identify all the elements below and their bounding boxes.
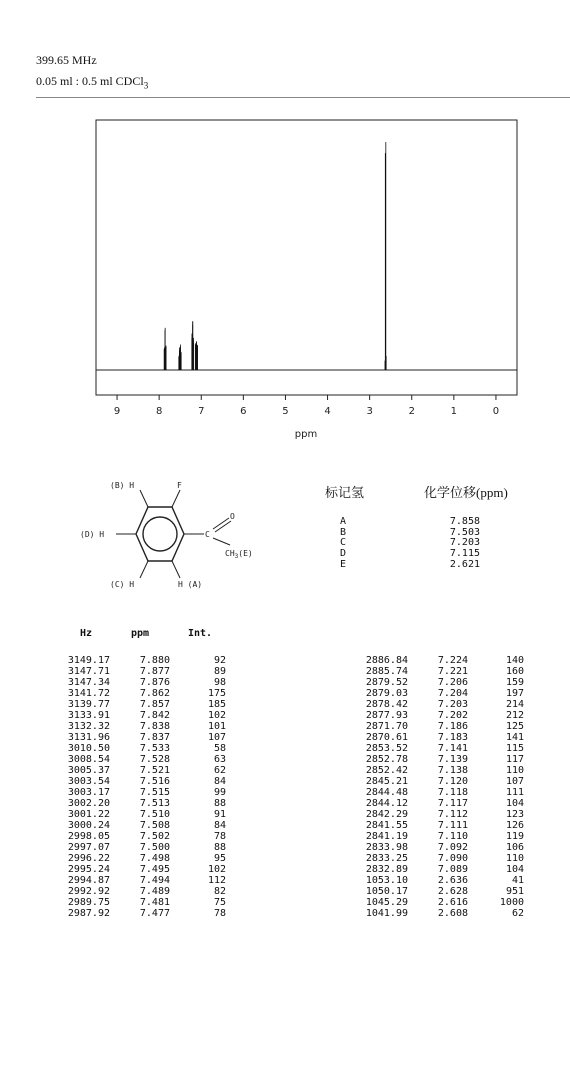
peak-intensity: 185 [207, 699, 226, 710]
x-tick-label: 6 [240, 406, 247, 417]
peak-ppm: 7.111 [437, 820, 468, 831]
label-methyl-main: CH [225, 549, 235, 558]
peak-hz: 2832.89 [365, 864, 408, 875]
peak-intensity: 63 [213, 754, 226, 765]
peak-ppm: 7.516 [139, 776, 170, 787]
assignment-list [340, 517, 480, 570]
assignment-header-label: 标记氢 [325, 485, 365, 500]
peak-intensity: 112 [207, 875, 226, 886]
x-tick-label: 9 [113, 406, 121, 417]
peak-intensity: 212 [505, 710, 524, 721]
peak-row [62, 831, 226, 842]
peak-row [354, 655, 524, 666]
peak-intensity: 107 [505, 776, 524, 787]
peak-ppm: 7.221 [437, 666, 468, 677]
peak-intensity: 91 [213, 809, 226, 820]
peak-intensity: 104 [505, 798, 524, 809]
peak-row [354, 842, 524, 853]
assignment-shift: 7.115 [449, 548, 480, 560]
peak-row [62, 732, 226, 743]
peak-ppm: 7.498 [139, 853, 170, 864]
peak-intensity: 160 [505, 666, 524, 677]
peak-hz: 1045.29 [365, 897, 408, 908]
peak-row [62, 677, 226, 688]
peak-hz: 2833.98 [365, 842, 408, 853]
x-axis-label: ppm [294, 429, 318, 440]
peak-intensity: 84 [213, 820, 226, 831]
peak-hz: 1053.10 [365, 875, 408, 886]
peak-ppm: 7.186 [437, 721, 468, 732]
peak-ppm: 7.489 [139, 886, 170, 897]
peak-hz: 3133.91 [67, 710, 110, 721]
peak-intensity: 1000 [499, 897, 524, 908]
label-hb: (B) H [110, 481, 135, 490]
x-tick-label: 8 [155, 406, 163, 417]
peak-row [62, 655, 226, 666]
x-tick-label: 4 [324, 406, 331, 417]
peak-intensity: 78 [213, 908, 226, 919]
peak-row [354, 908, 524, 919]
label-methyl-sub: 3 [234, 553, 239, 560]
peak-ppm: 7.513 [139, 798, 170, 809]
sample-label-main: 0.05 ml : 0.5 ml CDCl [36, 74, 144, 88]
peak-row [62, 886, 226, 897]
plot-frame [96, 120, 517, 395]
peak-intensity: 119 [505, 831, 524, 842]
peak-hz: 2841.19 [365, 831, 408, 842]
assignment-label: A [340, 516, 347, 527]
peak-row [354, 754, 524, 765]
label-methyl [225, 549, 253, 560]
peak-ppm: 2.628 [437, 886, 468, 897]
peak-ppm: 7.202 [437, 710, 468, 721]
peak-intensity: 110 [505, 765, 524, 776]
peak-hz: 2997.07 [67, 842, 110, 853]
peak-row [354, 743, 524, 754]
peak-hz: 2995.24 [67, 864, 110, 875]
peak-ppm: 7.862 [139, 688, 170, 699]
peak-row [62, 842, 226, 853]
peak-intensity: 89 [213, 666, 226, 677]
peak-hz: 3139.77 [67, 699, 110, 710]
peak-row [354, 666, 524, 677]
peak-intensity: 78 [213, 831, 226, 842]
peak-hz: 2992.92 [67, 886, 110, 897]
aromatic-circle [143, 517, 177, 551]
peak-intensity: 101 [207, 721, 226, 732]
peak-hz: 2877.93 [365, 710, 408, 721]
peak-row [62, 688, 226, 699]
peak-row [62, 875, 226, 886]
peak-hz: 1050.17 [365, 886, 408, 897]
peak-hz: 3003.17 [67, 787, 110, 798]
peak-ppm: 7.138 [437, 765, 468, 776]
bond-hc [140, 561, 148, 578]
peak-intensity: 110 [505, 853, 524, 864]
peak-ppm: 7.481 [139, 897, 170, 908]
bond-hb [140, 490, 148, 507]
peak-hz: 2842.29 [365, 809, 408, 820]
peak-hz: 2852.42 [365, 765, 408, 776]
peak-ppm: 7.877 [139, 666, 170, 677]
peak-row [354, 765, 524, 776]
peak-ppm: 7.183 [437, 732, 468, 743]
peak-header-int: Int. [188, 628, 213, 639]
molecule-structure [80, 475, 300, 595]
peak-hz: 2852.78 [365, 754, 408, 765]
peak-ppm: 7.837 [139, 732, 170, 743]
peak-row [62, 787, 226, 798]
peak-row [354, 886, 524, 897]
peak-hz: 2879.03 [365, 688, 408, 699]
peak-ppm: 7.204 [437, 688, 468, 699]
peak-ppm: 7.495 [139, 864, 170, 875]
peak-intensity: 175 [207, 688, 226, 699]
peak-intensity: 115 [505, 743, 524, 754]
peak-ppm: 7.089 [437, 864, 468, 875]
peak-hz: 2987.92 [67, 908, 110, 919]
peak-row [62, 710, 226, 721]
peak-hz: 3010.50 [67, 743, 110, 754]
peak-ppm: 7.500 [139, 842, 170, 853]
peak-row [354, 809, 524, 820]
peak-intensity: 98 [213, 677, 226, 688]
peak-header-ppm: ppm [131, 628, 150, 639]
peak-hz: 3149.17 [67, 655, 110, 666]
peak-row [354, 864, 524, 875]
peak-row [62, 743, 226, 754]
peak-ppm: 7.206 [437, 677, 468, 688]
peak-intensity: 197 [505, 688, 524, 699]
peak-hz: 3008.54 [67, 754, 110, 765]
peak-row [62, 721, 226, 732]
peak-row [62, 765, 226, 776]
peak-intensity: 111 [505, 787, 524, 798]
peak-header-hz: Hz [80, 628, 93, 639]
peak-intensity: 62 [511, 908, 524, 919]
peak-intensity: 102 [207, 864, 226, 875]
peak-intensity: 99 [213, 787, 226, 798]
peak-table-left [62, 655, 226, 919]
peak-row [62, 776, 226, 787]
peak-row [62, 820, 226, 831]
peak-hz: 3132.32 [67, 721, 110, 732]
peak-intensity: 214 [505, 699, 524, 710]
label-hd: (D) H [80, 530, 105, 539]
peak-ppm: 7.092 [437, 842, 468, 853]
peak-ppm: 7.477 [139, 908, 170, 919]
x-tick-label: 1 [450, 406, 458, 417]
assignment-shift: 7.858 [449, 516, 480, 527]
x-tick-label: 5 [282, 406, 289, 417]
peak-intensity: 140 [505, 655, 524, 666]
assignment-row [340, 560, 480, 571]
assignment-header-shift: 化学位移(ppm) [424, 485, 508, 500]
peak-row [354, 677, 524, 688]
peak-ppm: 7.112 [437, 809, 468, 820]
peak-intensity: 102 [207, 710, 226, 721]
peak-intensity: 88 [213, 842, 226, 853]
peak-ppm: 7.842 [139, 710, 170, 721]
peak-hz: 2841.55 [365, 820, 408, 831]
peak-row [354, 732, 524, 743]
peak-table-right [354, 655, 524, 919]
peak-ppm: 7.141 [437, 743, 468, 754]
peak-row [354, 776, 524, 787]
label-methyl-tag: (E) [238, 549, 253, 558]
peak-intensity: 58 [213, 743, 226, 754]
assignment-shift: 7.503 [449, 526, 480, 538]
peak-hz: 2844.48 [365, 787, 408, 798]
peak-row [354, 721, 524, 732]
peak-row [354, 820, 524, 831]
label-ha: H (A) [178, 580, 203, 589]
peak-ppm: 2.616 [437, 897, 468, 908]
x-tick-label: 7 [198, 406, 205, 417]
peak-hz: 2879.52 [365, 677, 408, 688]
peak-hz: 3003.54 [67, 776, 110, 787]
label-oxygen: O [230, 512, 235, 521]
peak-row [354, 798, 524, 809]
peak-ppm: 7.502 [139, 831, 170, 842]
peak-hz: 3000.24 [67, 820, 110, 831]
peak-ppm: 7.118 [437, 787, 468, 798]
peak-ppm: 7.876 [139, 677, 170, 688]
peak-row [62, 864, 226, 875]
x-tick-label: 3 [366, 406, 373, 417]
peak-hz: 2853.52 [365, 743, 408, 754]
peak-ppm: 7.139 [437, 754, 468, 765]
nmr-spectrum-chart [0, 0, 570, 450]
peak-ppm: 7.508 [139, 820, 170, 831]
peak-row [354, 897, 524, 908]
peak-hz: 2989.75 [67, 897, 110, 908]
peak-row [354, 710, 524, 721]
peak-intensity: 141 [505, 732, 524, 743]
peak-hz: 3147.71 [67, 666, 110, 677]
peak-row [62, 853, 226, 864]
peak-row [62, 754, 226, 765]
x-tick-label: 2 [408, 406, 415, 417]
peak-hz: 3002.20 [67, 798, 110, 809]
peak-intensity: 159 [505, 677, 524, 688]
peak-row [62, 897, 226, 908]
peak-ppm: 7.515 [139, 787, 170, 798]
peak-ppm: 2.636 [437, 875, 468, 886]
peak-intensity: 106 [505, 842, 524, 853]
peak-hz: 2845.21 [365, 776, 408, 787]
peak-ppm: 7.880 [139, 655, 170, 666]
peak-row [62, 809, 226, 820]
peak-ppm: 7.120 [437, 776, 468, 787]
peak-intensity: 95 [213, 853, 226, 864]
peak-ppm: 7.224 [437, 655, 468, 666]
peak-hz: 3005.37 [67, 765, 110, 776]
peak-row [354, 699, 524, 710]
peak-row [62, 908, 226, 919]
assignment-label: E [340, 558, 347, 570]
peak-row [62, 666, 226, 677]
peak-hz: 2833.25 [365, 853, 408, 864]
peak-intensity: 62 [213, 765, 226, 776]
assignment-shift: 7.203 [449, 537, 480, 549]
assignment-label: D [340, 548, 347, 560]
peak-ppm: 2.608 [437, 908, 468, 919]
peak-ppm: 7.533 [139, 743, 170, 754]
peak-intensity: 123 [505, 809, 524, 820]
peak-intensity: 951 [505, 886, 524, 897]
assignment-shift: 2.621 [449, 558, 480, 570]
peak-hz: 3001.22 [67, 809, 110, 820]
peak-hz: 2886.84 [365, 655, 408, 666]
peak-ppm: 7.090 [437, 853, 468, 864]
peak-hz: 2994.87 [67, 875, 110, 886]
peak-hz: 2878.42 [365, 699, 408, 710]
peak-ppm: 7.838 [139, 721, 170, 732]
peak-ppm: 7.203 [437, 699, 468, 710]
peak-intensity: 41 [511, 875, 524, 886]
label-carbon: C [205, 530, 210, 539]
peak-intensity: 84 [213, 776, 226, 787]
peak-ppm: 7.521 [139, 765, 170, 776]
peak-intensity: 117 [505, 754, 524, 765]
peak-row [354, 688, 524, 699]
frequency-label: 399.65 MHz [36, 53, 97, 67]
peak-hz: 2870.61 [365, 732, 408, 743]
peak-hz: 2871.70 [365, 721, 408, 732]
peak-ppm: 7.494 [139, 875, 170, 886]
peak-ppm: 7.510 [139, 809, 170, 820]
peak-intensity: 125 [505, 721, 524, 732]
sample-label-subscript: 3 [143, 80, 149, 91]
peak-hz: 3147.34 [67, 677, 110, 688]
label-hc: (C) H [110, 580, 135, 589]
peak-row [62, 798, 226, 809]
peak-ppm: 7.117 [437, 798, 468, 809]
peak-row [354, 831, 524, 842]
peak-ppm: 7.528 [139, 754, 170, 765]
x-axis-ticks [114, 395, 499, 417]
peak-ppm: 7.110 [437, 831, 468, 842]
peak-intensity: 107 [207, 732, 226, 743]
peak-intensity: 75 [213, 897, 226, 908]
peak-row [62, 699, 226, 710]
bond-ha [172, 561, 180, 578]
peak-row [354, 787, 524, 798]
peak-hz: 2844.12 [365, 798, 408, 809]
peak-intensity: 104 [505, 864, 524, 875]
peak-row [354, 853, 524, 864]
peak-hz: 3141.72 [67, 688, 110, 699]
x-tick-label: 0 [492, 406, 500, 417]
peak-hz: 2998.05 [67, 831, 110, 842]
peak-intensity: 82 [213, 886, 226, 897]
assignment-label: B [340, 526, 347, 538]
peak-intensity: 126 [505, 820, 524, 831]
peak-lines [164, 142, 386, 370]
peak-hz: 1041.99 [365, 908, 408, 919]
bond-methyl [213, 538, 230, 545]
peak-intensity: 88 [213, 798, 226, 809]
label-f: F [177, 481, 182, 490]
peak-hz: 3131.96 [67, 732, 110, 743]
bond-f [172, 490, 180, 507]
assignment-label: C [340, 537, 347, 549]
peak-intensity: 92 [213, 655, 226, 666]
peak-hz: 2885.74 [365, 666, 408, 677]
peak-hz: 2996.22 [67, 853, 110, 864]
peak-ppm: 7.857 [139, 699, 170, 710]
peak-row [354, 875, 524, 886]
